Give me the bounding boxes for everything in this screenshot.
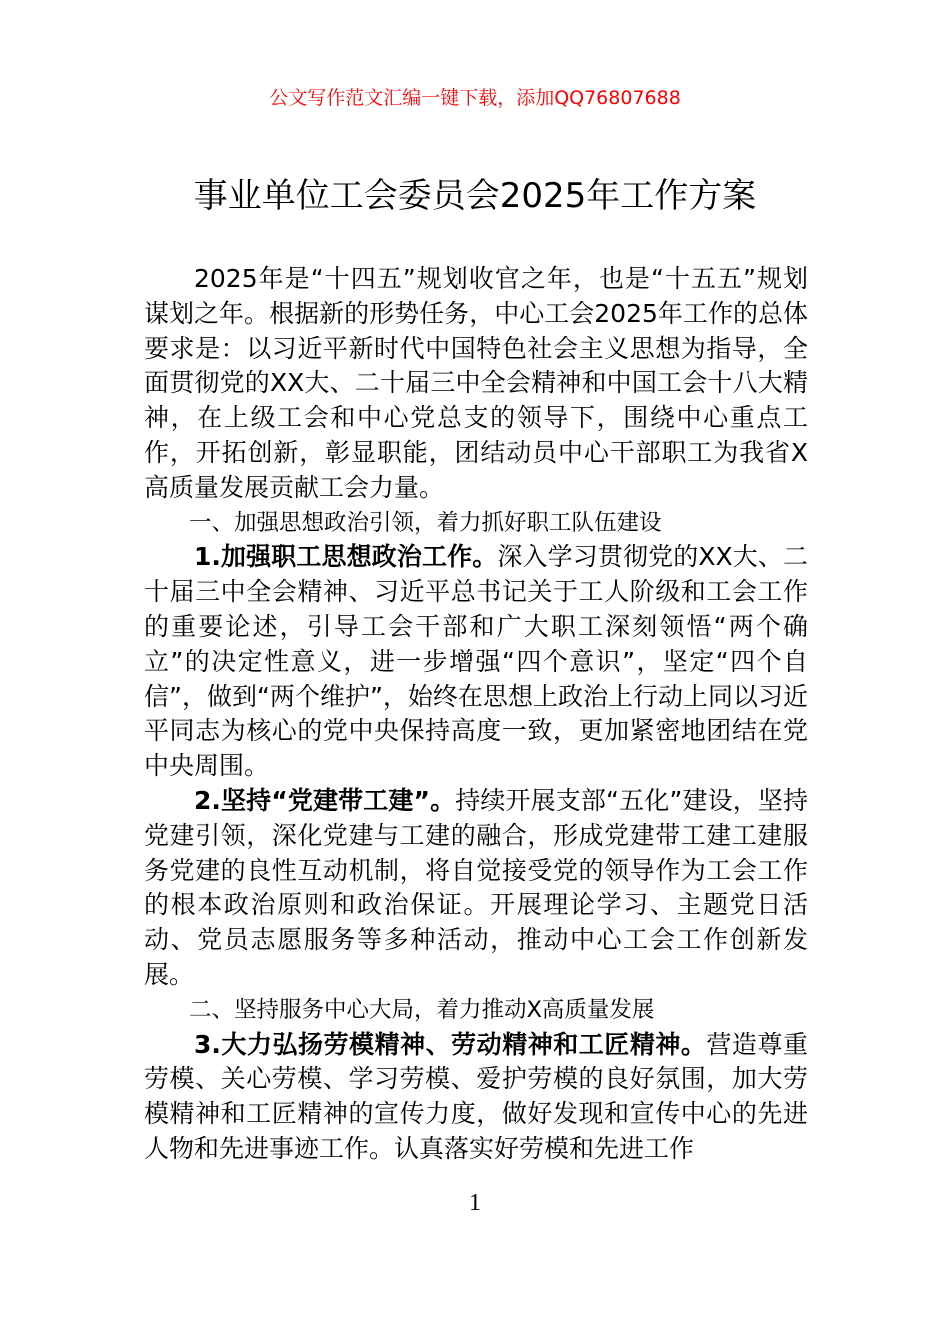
item-text-3: 营造尊重劳模、关心劳模、学习劳模、爱护劳模的良好氛围，加大劳模精神和工匠精神的宣传力度，做好发现和宣传中心的先进人物和先进事迹工作。认真落实好劳模和先进工作 [144,1029,808,1163]
item-paragraph-3 [144,1028,808,1167]
watermark-banner: 公文写作范文汇编一键下载，添加QQ76807688 [269,87,681,109]
section-heading-1: 一、加强思想政治引领，着力抓好职工队伍建设 [189,509,662,536]
intro-paragraph: 2025年是“十四五”规划收官之年，也是“十五五”规划谋划之年。根据新的形势任务，中心工会2025年工作的总体要求是：以习近平新时代中国特色社会主义思想为指导，全面贯彻党的XX大、二十届三中全会精神和中国工会十八大精神，在上级工会和中心党总支的领导下，围绕中心重点工作，开拓创新，彰显职能，团结动员中心干部职工为我省X高质量发展贡献工会力量。 [144,264,808,502]
item-paragraph-2 [144,784,808,993]
document-title: 事业单位工会委员会2025年工作方案 [193,176,757,216]
page-number: 1 [469,1190,481,1216]
item-paragraph-1 [144,540,808,784]
item-lead-2: 2.坚持“党建带工建”。 [194,785,456,815]
item-text-2: 持续开展支部“五化”建设，坚持党建引领，深化党建与工建的融合，形成党建带工建工建服务党建的良性互动机制，将自觉接受党的领导作为工会工作的根本政治原则和政治保证。开展理论学习、主题党日活动、党员志愿服务等多种活动，推动中心工会工作创新发展。 [144,785,808,989]
document-body [144,262,808,1167]
item-text-1: 深入学习贯彻党的XX大、二十届三中全会精神、习近平总书记关于工人阶级和工会工作的重要论述，引导工会干部和广大职工深刻领悟“两个确立”的决定性意义，进一步增强“四个意识”，坚定“四个自信”，做到“两个维护”，始终在思想上政治上行动上同以习近平同志为核心的党中央保持高度一致，更加紧密地团结在党中央周围。 [144,542,808,781]
item-lead-1: 1.加强职工思想政治工作。 [194,542,498,572]
item-lead-3: 3.大力弘扬劳模精神、劳动精神和工匠精神。 [194,1029,707,1059]
section-heading-2: 二、坚持服务中心大局，着力推动X高质量发展 [189,996,655,1023]
